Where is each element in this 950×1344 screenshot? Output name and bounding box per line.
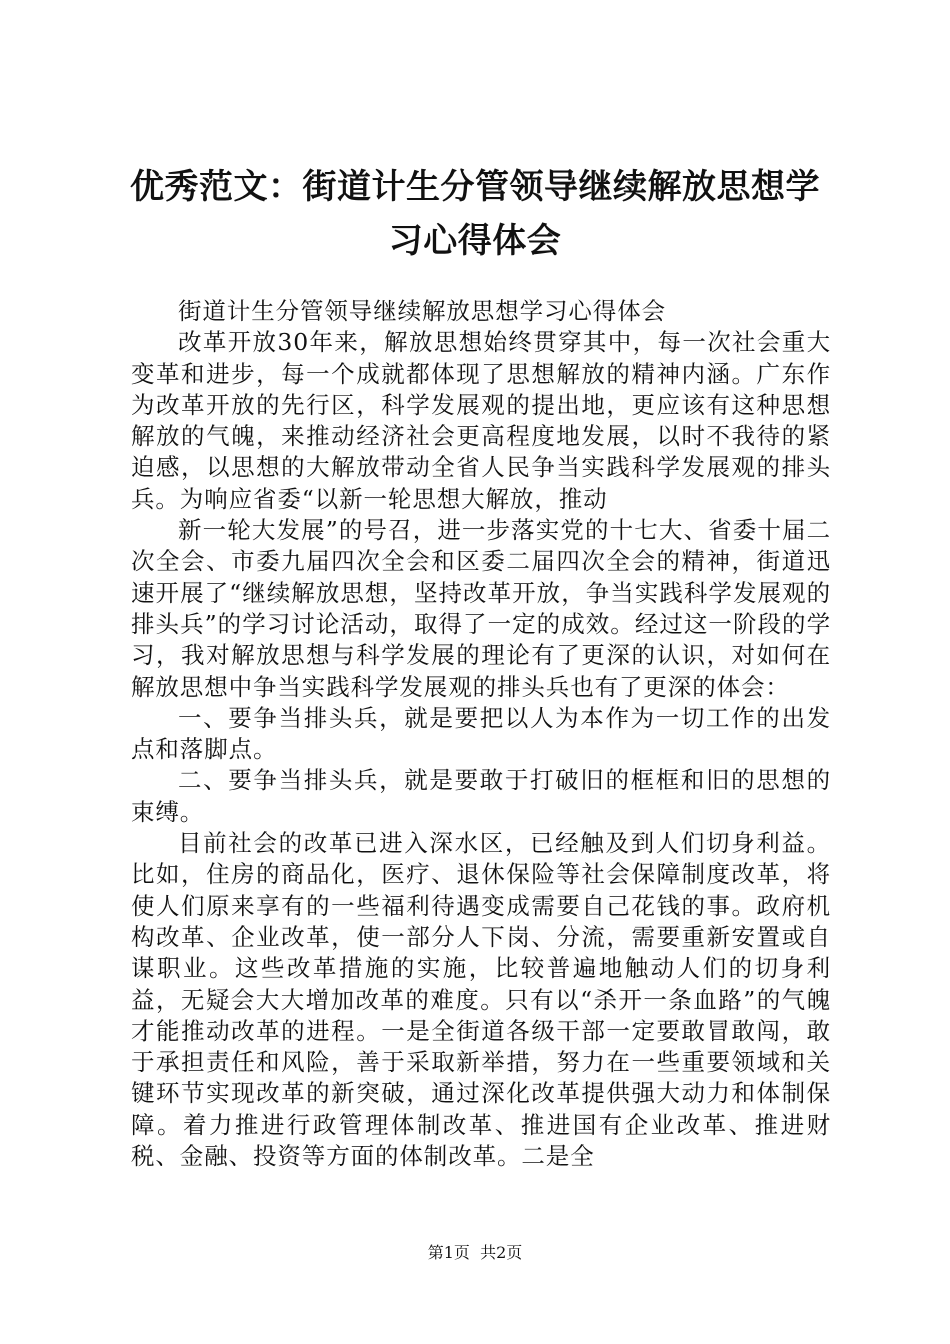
paragraph-activity: 新一轮大发展”的号召，进一步落实党的十七大、省委十届二次全会、市委九届四次全会和区委二届四次全会的精神，街道迅速开展了“继续解放思想，坚持改革开放，争当实践科学发展观的排头兵”的学习讨论活动，取得了一定的成效。经过这一阶段的学习，我对解放思想与科学发展的理论有了更深的认识，对如何在解放思想中争当实践科学发展观的排头兵也有了更深的体会： <box>131 516 831 701</box>
page-number: 第1页 <box>427 1243 470 1262</box>
document-body <box>131 296 831 1172</box>
page-total: 共2页 <box>480 1243 523 1262</box>
document-title: 优秀范文：街道计生分管领导继续解放思想学习心得体会 <box>130 167 820 261</box>
paragraph-point-two: 二、要争当排头兵，就是要敢于打破旧的框框和旧的思想的束缚。 <box>131 766 831 826</box>
paragraph-intro: 改革开放30年来，解放思想始终贯穿其中，每一次社会重大变革和进步，每一个成就都体现了思想解放的精神内涵。广东作为改革开放的先行区，科学发展观的提出地，更应该有这种思想解放的气魄，来推动经济社会更高程度地发展，以时不我待的紧迫感，以思想的大解放带动全省人民争当实践科学发展观的排头兵。为响应省委“以新一轮思想大解放，推动 <box>131 328 831 513</box>
paragraph-subtitle: 街道计生分管领导继续解放思想学习心得体会 <box>178 297 666 325</box>
paragraph-reform: 目前社会的改革已进入深水区，已经触及到人们切身利益。比如，住房的商品化，医疗、退休保险等社会保障制度改革，将使人们原来享有的一些福利待遇变成需要自己花钱的事。政府机构改革、企业改革，使一部分人下岗、分流，需要重新安置或自谋职业。这些改革措施的实施，比较普遍地触动人们的切身利益，无疑会大大增加改革的难度。只有以“杀开一条血路”的气魄才能推动改革的进程。一是全街道各级干部一定要敢冒敢闯，敢于承担责任和风险，善于采取新举措，努力在一些重要领域和关键环节实现改革的新突破，通过深化改革提供强大动力和体制保障。着力推进行政管理体制改革、推进国有企业改革、推进财税、金融、投资等方面的体制改革。二是全 <box>131 829 831 1171</box>
paragraph-point-one: 一、要争当排头兵，就是要把以人为本作为一切工作的出发点和落脚点。 <box>131 703 831 764</box>
page-footer <box>0 1243 950 1263</box>
